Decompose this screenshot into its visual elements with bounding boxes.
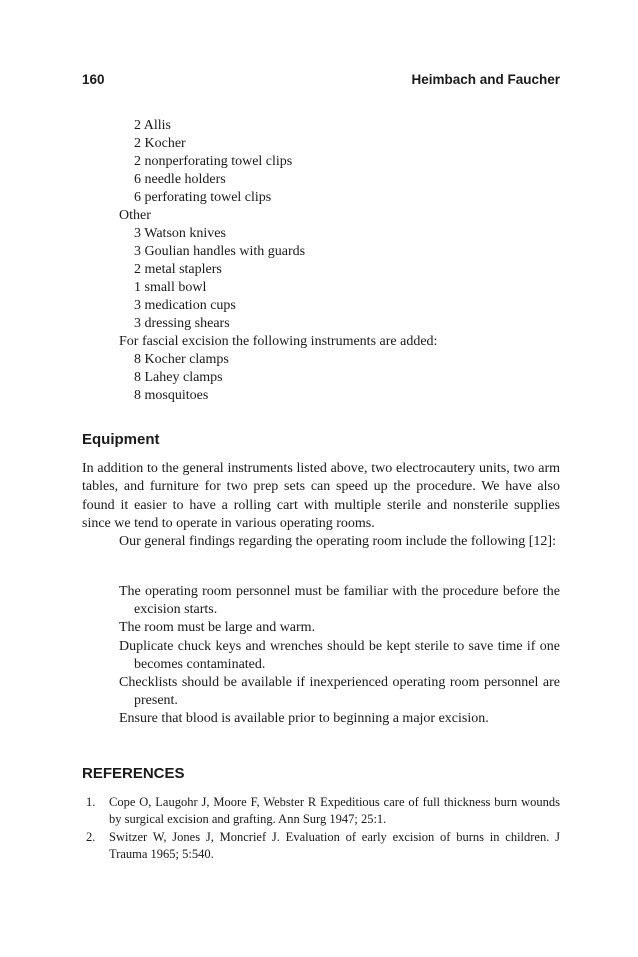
references-list — [82, 794, 560, 864]
finding-item: Duplicate chuck keys and wrenches should be kept sterile to save time if one becomes contaminated. — [119, 638, 560, 672]
instrument-list — [0, 117, 638, 405]
equipment-heading: Equipment — [82, 431, 160, 448]
page-number: 160 — [82, 72, 105, 87]
list-item: 3 dressing shears — [134, 316, 230, 331]
list-item: 6 perforating towel clips — [134, 190, 272, 205]
running-title: Heimbach and Faucher — [411, 72, 560, 87]
reference-item — [82, 794, 560, 827]
list-item: 2 nonperforating towel clips — [134, 154, 293, 169]
equipment-paragraph-2: Our general findings regarding the operating room include the following [12]: — [119, 534, 556, 549]
finding-item: Ensure that blood is available prior to beginning a major excision. — [119, 711, 489, 727]
reference-text: Cope O, Laugohr J, Moore F, Webster R Expeditious care of full thickness burn wounds by surgical excision and grafting. Ann Surg 1947; 25:1. — [109, 795, 560, 826]
findings-list — [119, 583, 560, 729]
list-subheading: Other — [119, 208, 151, 223]
equipment-paragraph-1: In addition to the general instruments listed above, two electrocautery units, two arm tables, and furniture for two prep sets can speed up the procedure. We have also found it easier to have a rolling cart with multiple sterile and nonsterile supplies since we tend to operate in various operating rooms. — [82, 461, 560, 531]
list-item: 2 Allis — [134, 118, 171, 133]
list-item: 1 small bowl — [134, 280, 207, 295]
reference-text: Switzer W, Jones J, Moncrief J. Evaluation of early excision of burns in children. J Trauma 1965; 5:540. — [109, 830, 560, 861]
reference-number: 2. — [86, 830, 96, 844]
list-item: 8 Lahey clamps — [134, 370, 223, 385]
list-item: 8 Kocher clamps — [134, 352, 229, 367]
list-subheading: For fascial excision the following instruments are added: — [119, 334, 438, 349]
list-item: 2 Kocher — [134, 136, 186, 151]
references-heading: REFERENCES — [82, 765, 185, 782]
list-item: 2 metal staplers — [134, 262, 222, 277]
list-item: 3 medication cups — [134, 298, 236, 313]
reference-item — [82, 829, 560, 862]
reference-number: 1. — [86, 795, 96, 809]
finding-item: Checklists should be available if inexperienced operating room personnel are present. — [119, 675, 560, 709]
list-item: 3 Watson knives — [134, 226, 226, 241]
running-header — [82, 72, 560, 87]
list-item: 8 mosquitoes — [134, 388, 209, 403]
finding-item: The operating room personnel must be familiar with the procedure before the excision starts. — [119, 584, 560, 618]
list-item: 3 Goulian handles with guards — [134, 244, 306, 259]
list-item: 6 needle holders — [134, 172, 226, 187]
finding-item: The room must be large and warm. — [119, 620, 316, 636]
